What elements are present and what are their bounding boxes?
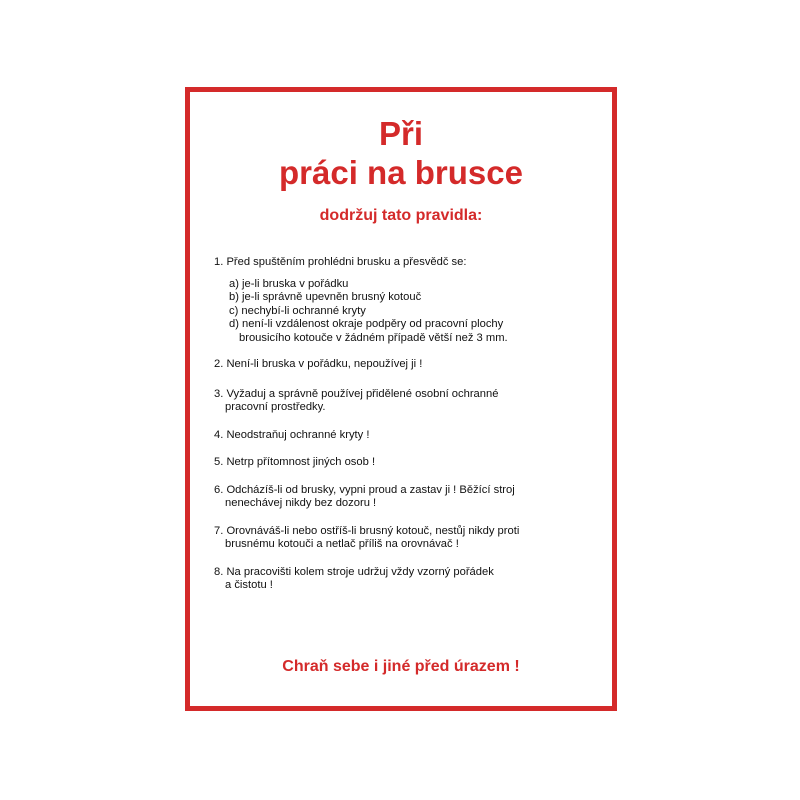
rule-text-line: 1. Před spuštěním prohlédni brusku a přesvědč se: bbox=[214, 256, 467, 268]
sign-title-line-1: Při bbox=[378, 115, 424, 152]
rule-text-line: 6. Odcházíš-li od brusky, vypni proud a zastav ji ! Běžící stroj bbox=[214, 483, 515, 496]
rule-subitem-text-line: b) je-li správně upevněn brusný kotouč bbox=[229, 291, 422, 303]
rule-item bbox=[214, 429, 606, 443]
rule-text-line: a čistotu ! bbox=[225, 579, 273, 591]
rule-subitem bbox=[229, 291, 606, 305]
rule-item bbox=[214, 566, 606, 593]
rule-text-line: 2. Není-li bruska v pořádku, nepoužívej ji ! bbox=[214, 358, 423, 370]
rule-text-line: pracovní prostředky. bbox=[225, 401, 326, 413]
rule-subitem bbox=[229, 305, 606, 319]
rule-text-line: 3. Vyžaduj a správně používej přidělené osobní ochranné bbox=[214, 387, 499, 400]
rule-item bbox=[214, 256, 606, 345]
rule-subitem-text-line: a) je-li bruska v pořádku bbox=[229, 277, 349, 290]
rule-item bbox=[214, 456, 606, 470]
rule-subitem-text-line: brousicího kotouče v žádném případě větší než 3 mm. bbox=[239, 331, 508, 344]
rule-subitem bbox=[229, 278, 606, 292]
rule-text-line: nenechávej nikdy bez dozoru ! bbox=[225, 497, 377, 509]
rule-subitem bbox=[229, 318, 606, 345]
sign-title-line-2: práci na brusce bbox=[279, 154, 523, 191]
rule-text-line: brusnému kotouči a netlač příliš na orovnávač ! bbox=[225, 538, 459, 550]
rule-text-line: 5. Netrp přítomnost jiných osob ! bbox=[214, 456, 376, 468]
rule-text-line: 7. Orovnáváš-li nebo ostříš-li brusný kotouč, nestůj nikdy proti bbox=[214, 524, 520, 537]
rule-subitems bbox=[214, 278, 606, 346]
rule-text-line: 4. Neodstraňuj ochranné kryty ! bbox=[214, 428, 370, 441]
safety-sign bbox=[185, 87, 617, 711]
rule-item bbox=[214, 388, 606, 415]
rule-subitem-text-line: d) není-li vzdálenost okraje podpěry od pracovní plochy bbox=[229, 318, 504, 330]
rule-item bbox=[214, 484, 606, 511]
rule-subitem-text-line: c) nechybí-li ochranné kryty bbox=[229, 304, 366, 317]
rule-text-line: 8. Na pracovišti kolem stroje udržuj vždy vzorný pořádek bbox=[214, 565, 494, 578]
sign-footer-warning: Chraň sebe i jiné před úrazem ! bbox=[282, 658, 520, 675]
sign-subtitle: dodržuj tato pravidla: bbox=[319, 207, 483, 224]
rule-item bbox=[214, 525, 606, 552]
rules-list bbox=[214, 256, 606, 593]
rule-item bbox=[214, 358, 606, 372]
